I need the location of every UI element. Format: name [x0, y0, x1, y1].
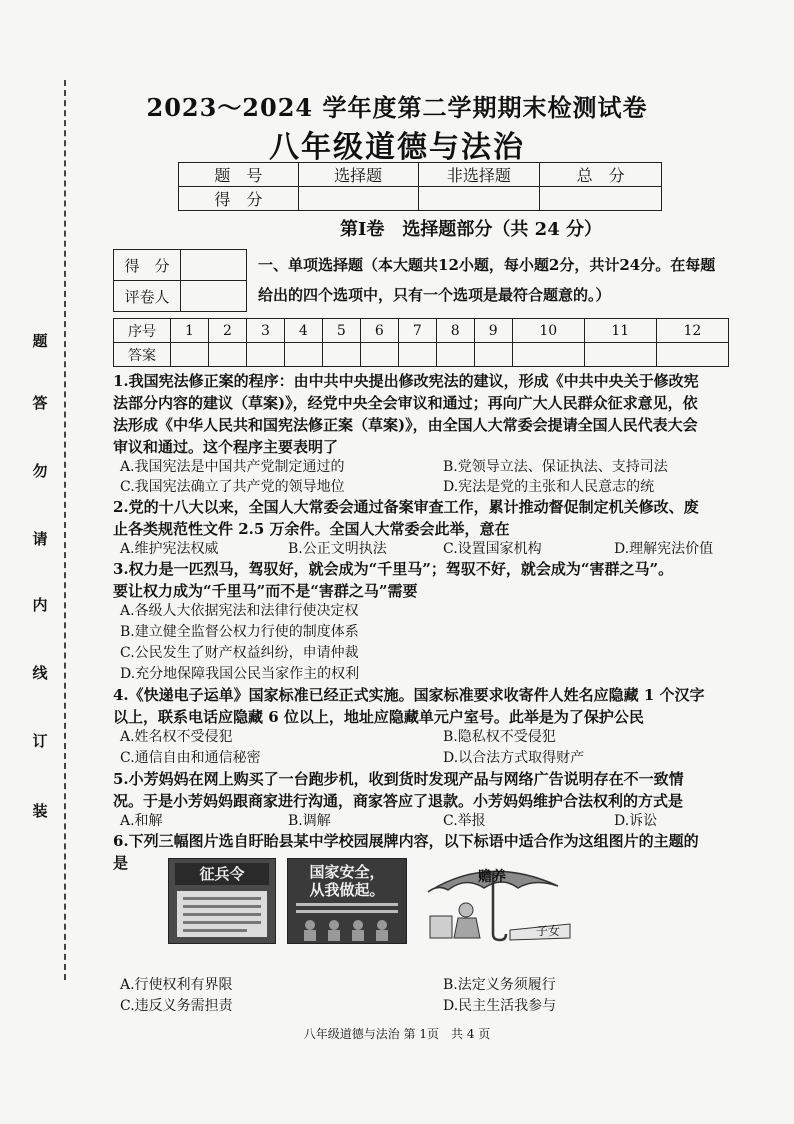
option-a: A.姓名权不受侵犯	[120, 729, 233, 745]
question-stem: 止各类规范性文件 2.5 万余件。全国人大常委会此举，意在	[113, 520, 510, 538]
instructions-line: 一、单项选择题（本大题共12小题，每小题2分，共计24分。在每题	[258, 256, 716, 274]
grader-label: 得 分	[114, 250, 181, 281]
answer-grid-number: 1	[171, 319, 209, 343]
option-d: D.宪法是党的主张和人民意志的统	[443, 479, 655, 495]
score-table	[178, 162, 662, 211]
question-stem: 2.党的十八大以来，全国人大常委会通过备案审查工作，累计推动督促制定机关修改、废	[113, 498, 699, 516]
binding-dashed-line	[64, 80, 66, 980]
option-b: B.公正文明执法	[288, 541, 387, 557]
question-stem: 要让权力成为“千里马”而不是“害群之马”需要	[113, 582, 418, 600]
option-b: B.建立健全监督公权力行使的制度体系	[120, 624, 359, 640]
answer-grid-row-label: 答案	[114, 343, 171, 367]
binding-notice	[20, 330, 60, 850]
binding-char: 勿	[32, 462, 48, 480]
answer-cell	[656, 343, 728, 367]
national-security-image	[287, 858, 407, 944]
answer-cell	[398, 343, 436, 367]
question-stem: 况。于是小芳妈妈跟商家进行沟通，商家答应了退款。小芳妈妈维护合法权利的方式是	[113, 792, 684, 810]
answer-grid-number-row	[114, 319, 729, 343]
option-b: B.隐私权不受侵犯	[443, 729, 556, 745]
score-cell-blank	[298, 187, 418, 211]
answer-grid-number: 12	[656, 319, 728, 343]
option-d: D.以合法方式取得财产	[443, 750, 585, 766]
binding-char: 订	[32, 732, 48, 750]
option-b: B.调解	[288, 813, 331, 829]
option-c: C.公民发生了财产权益纠纷，申请仲裁	[120, 645, 359, 661]
option-a: A.和解	[120, 813, 163, 829]
score-cell-blank	[418, 187, 540, 211]
question-stem: 4.《快递电子运单》国家标准已经正式实施。国家标准要求收寄件人姓名应隐藏 1 个汉字	[113, 686, 705, 704]
umbrella-label: 赡养	[478, 869, 506, 885]
question-stem: 法形成《中华人民共和国宪法修正案（草案)》，由全国人大常委会提请全国人民代表大会	[113, 416, 698, 434]
question-stem: 是	[113, 854, 129, 872]
answer-grid-number: 9	[474, 319, 512, 343]
score-header-cell: 选择题	[298, 163, 418, 187]
option-a: A.维护宪法权威	[120, 541, 219, 557]
answer-cell	[284, 343, 322, 367]
answer-grid-number: 6	[360, 319, 398, 343]
answer-cell	[584, 343, 656, 367]
binding-char: 装	[32, 802, 48, 820]
support-parents-image	[418, 858, 578, 942]
option-a: A.我国宪法是中国共产党制定通过的	[120, 459, 345, 475]
score-header-cell: 题 号	[179, 163, 299, 187]
answer-grid-number: 7	[398, 319, 436, 343]
answer-cell	[360, 343, 398, 367]
answer-grid-number: 5	[322, 319, 360, 343]
option-c: C.通信自由和通信秘密	[120, 750, 261, 766]
score-table-score-row	[179, 187, 662, 211]
answer-cell	[208, 343, 246, 367]
answer-cell	[246, 343, 284, 367]
poster-heading: 征兵令	[175, 863, 269, 885]
binding-char: 内	[32, 596, 48, 614]
security-slogan	[288, 863, 406, 899]
answer-grid-answer-row	[114, 343, 729, 367]
answer-grid-number: 8	[436, 319, 474, 343]
answer-grid-number: 2	[208, 319, 246, 343]
question-2	[113, 496, 733, 540]
question-stem: 以上，联系电话应隐藏 6 位以上，地址应隐藏单元户室号。此举是为了保护公民	[113, 708, 644, 726]
question-stem: 法部分内容的建议（草案)》，经党中央全会审议和通过；再向广大人民群众征求意见，依	[113, 394, 698, 412]
question-stem: 6.下列三幅图片选自盱眙县某中学校园展牌内容，以下标语中适合作为这组图片的主题的	[113, 832, 699, 850]
option-d: D.民主生活我参与	[443, 998, 557, 1014]
answer-cell	[171, 343, 209, 367]
option-a: A.各级人大依据宪法和法律行使决定权	[120, 603, 359, 619]
answer-cell	[512, 343, 584, 367]
grader-label: 评卷人	[114, 281, 181, 312]
binding-char: 请	[32, 530, 48, 548]
poster-text-block	[177, 891, 267, 937]
question-3	[113, 558, 733, 602]
answer-grid-row-label: 序号	[114, 319, 171, 343]
question-stem: 审议和通过。这个程序主要表明了	[113, 438, 339, 456]
exam-title: 2023～2024 学年度第二学期期末检测试卷	[146, 93, 648, 122]
score-header-cell: 非选择题	[418, 163, 540, 187]
score-row-label: 得 分	[179, 187, 299, 211]
score-cell-blank	[540, 187, 662, 211]
option-b: B.党领导立法、保证执法、支持司法	[443, 459, 668, 475]
answer-grid	[113, 318, 729, 367]
answer-grid-number: 3	[246, 319, 284, 343]
page-footer: 八年级道德与法治 第 1页 共 4 页	[303, 1027, 491, 1041]
people-group-icon	[296, 919, 398, 941]
grader-table	[113, 249, 247, 312]
security-slogan-line: 国家安全，	[309, 863, 385, 881]
binding-char: 答	[32, 394, 48, 412]
answer-cell	[322, 343, 360, 367]
question-stem: 3.权力是一匹烈马，驾驭好，就会成为“千里马”；驾驭不好，就会成为“害群之马”。	[113, 560, 674, 578]
answer-cell	[436, 343, 474, 367]
grader-cell-blank	[181, 250, 247, 281]
answer-cell	[474, 343, 512, 367]
score-table-header-row	[179, 163, 662, 187]
arm-label: 子女	[536, 924, 561, 938]
question-5	[113, 768, 733, 812]
instructions-line: 给出的四个选项中，只有一个选项是最符合题意的。）	[258, 286, 611, 304]
exam-subject: 八年级道德与法治	[269, 130, 525, 165]
question-stem: 1.我国宪法修正案的程序：由中共中央提出修改宪法的建议，形成《中共中央关于修改宪	[113, 372, 699, 390]
grader-cell-blank	[181, 281, 247, 312]
option-d: D.充分地保障我国公民当家作主的权利	[120, 666, 360, 682]
option-b: B.法定义务须履行	[443, 977, 556, 993]
answer-grid-number: 10	[512, 319, 584, 343]
section-instructions	[258, 250, 738, 310]
option-a: A.行使权利有界限	[120, 977, 233, 993]
security-slogan-line: 从我做起。	[309, 881, 385, 899]
score-header-cell: 总 分	[540, 163, 662, 187]
question-4	[113, 684, 733, 728]
question-1	[113, 370, 733, 458]
binding-char: 题	[32, 332, 48, 350]
option-d: D.诉讼	[614, 813, 658, 829]
answer-grid-number: 4	[284, 319, 322, 343]
conscription-poster-image	[168, 858, 276, 944]
question-stem: 5.小芳妈妈在网上购买了一台跑步机，收到货时发现产品与网络广告说明存在不一致情	[113, 770, 684, 788]
part-title: 第Ⅰ卷 选择题部分（共 24 分）	[340, 219, 603, 240]
option-d: D.理解宪法价值	[614, 541, 714, 557]
binding-char: 线	[32, 664, 48, 682]
answer-grid-number: 11	[584, 319, 656, 343]
option-c: C.举报	[443, 813, 486, 829]
option-c: C.设置国家机构	[443, 541, 542, 557]
option-c: C.违反义务需担责	[120, 998, 233, 1014]
option-c: C.我国宪法确立了共产党的领导地位	[120, 479, 345, 495]
